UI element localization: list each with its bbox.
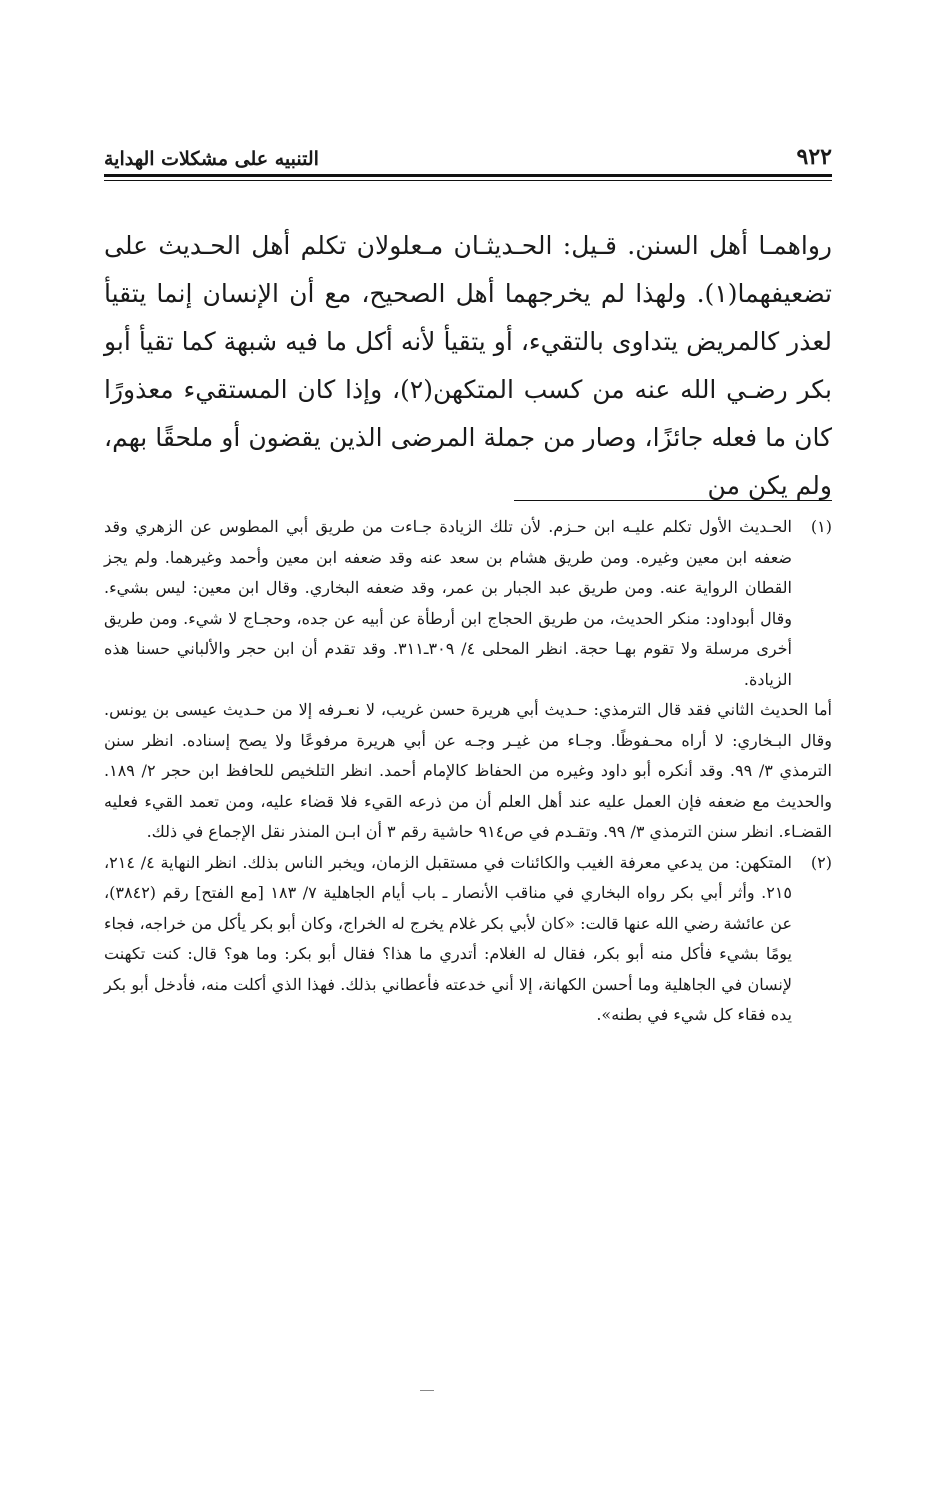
header-rule-thin	[104, 180, 832, 181]
footnote-body	[104, 695, 832, 848]
footnote-1	[104, 512, 832, 695]
footnotes	[104, 512, 832, 1031]
footnote-body	[104, 848, 792, 1031]
footnote-1-continued	[104, 695, 832, 848]
footnote-paragraph: الحـديث الأول تكلم عليـه ابن حـزم. لأن تلك الزيادة جـاءت من طريق أبي المطوس عن الزهري وقد ضعفه ابن معين وغيره. ومن طريق هشام بن سعد عنه وقد ضعفه ابن معين وأحمد وغيرهما. ولم يجز القطان الرواية عنه. ومن طريق عبد الجبار بن عمر، وقد ضعفه البخاري. وقال ابن معين: ليس بشيء. وقال أبوداود: منكر الحديث، من طريق الحجاج ابن أرطأة عن أبيه عن جده، وحجـاج لا شيء. ومن طريق أخرى مرسلة ولا تقوم بهـا حجة. انظر المحلى ٤/ ٣٠٩ـ٣١١. وقد تقدم أن ابن حجر والألباني حسنا هذه الزيادة.	[104, 517, 793, 689]
page-number: ٩٢٢	[796, 144, 832, 170]
page-bottom-mark	[420, 1390, 434, 1391]
footnote-body	[104, 512, 792, 695]
header-rule	[104, 174, 832, 177]
footnote-2	[104, 848, 832, 1031]
footnote-paragraph: المتكهن: من يدعي معرفة الغيب والكائنات في مستقبل الزمان، ويخبر الناس بذلك. انظر النهاية ٤/ ٢١٤، ٢١٥. وأثر أبي بكر رواه البخاري في مناقب الأنصار ـ باب أيام الجاهلية ٧/ ١٨٣ [مع الفتح] رقم (٣٨٤٢)، عن عائشة رضي الله عنها قالت: «كان لأبي بكر غلام يخرج له الخراج، وكان أبو بكر يأكل من خراجه، فجاء يومًا بشيء فأكل منه أبو بكر، فقال له الغلام: أتدري ما هذا؟ فقال أبو بكر: وما هو؟ قال: كنت تكهنت لإنسان في الجاهلية وما أحسن الكهانة، إلا أني خدعته فأعطاني بذلك. فهذا الذي أكلت منه، فأدخل أبو بكر يده فقاء كل شيء في بطنه».	[104, 852, 793, 1024]
footnote-paragraph: أما الحديث الثاني فقد قال الترمذي: حـديث أبي هريرة حسن غريب، لا نعـرفه إلا من حـديث عيسى بن يونس. وقال البـخاري: لا أراه محـفوظًا. وجـاء من غيـر وجـه عن أبي هريرة مرفوعًا ولا يصح إسناده. انظر سنن الترمذي ٣/ ٩٩. وقد أنكره أبو داود وغيره من الحفاظ كالإمام أحمد. انظر التلخيص للحافظ ابن حجر ٢/ ١٨٩. والحديث مع ضعفه فإن العمل عليه عند أهل العلم أن من ذرعه القيء فلا قضاء عليه، ومن تعمد القيء فعليه القضـاء. انظر سنن الترمذي ٣/ ٩٩. وتقـدم في ص٩١٤ حاشية رقم ٣ أن ابـن المنذر نقل الإجماع في ذلك.	[104, 700, 833, 841]
running-title: التنبيه على مشكلات الهداية	[104, 148, 319, 170]
main-body-text: رواهمـا أهل السنن. قـيل: الحـديثـان مـعلولان تكلم أهل الحـديث على تضعيفهما(١). ولهذا لم يخرجهما أهل الصحيح، مع أن الإنسان إنما يتقيأ لعذر كالمريض يتداوى بالتقيء، أو يتقيأ لأنه أكل ما فيه شبهة كما تقيأ أبو بكر رضـي الله عنه من كسب المتكهن(٢)، وإذا كان المستقيء معذورًا كان ما فعله جائزًا، وصار من جملة المرضى الذين يقضون أو ملحقًا بهم، ولم يكن من	[104, 231, 833, 500]
page-header	[104, 138, 832, 170]
footnote-number: (٢)	[810, 852, 832, 872]
footnote-number: (١)	[810, 517, 832, 536]
footnote-separator	[514, 500, 832, 501]
